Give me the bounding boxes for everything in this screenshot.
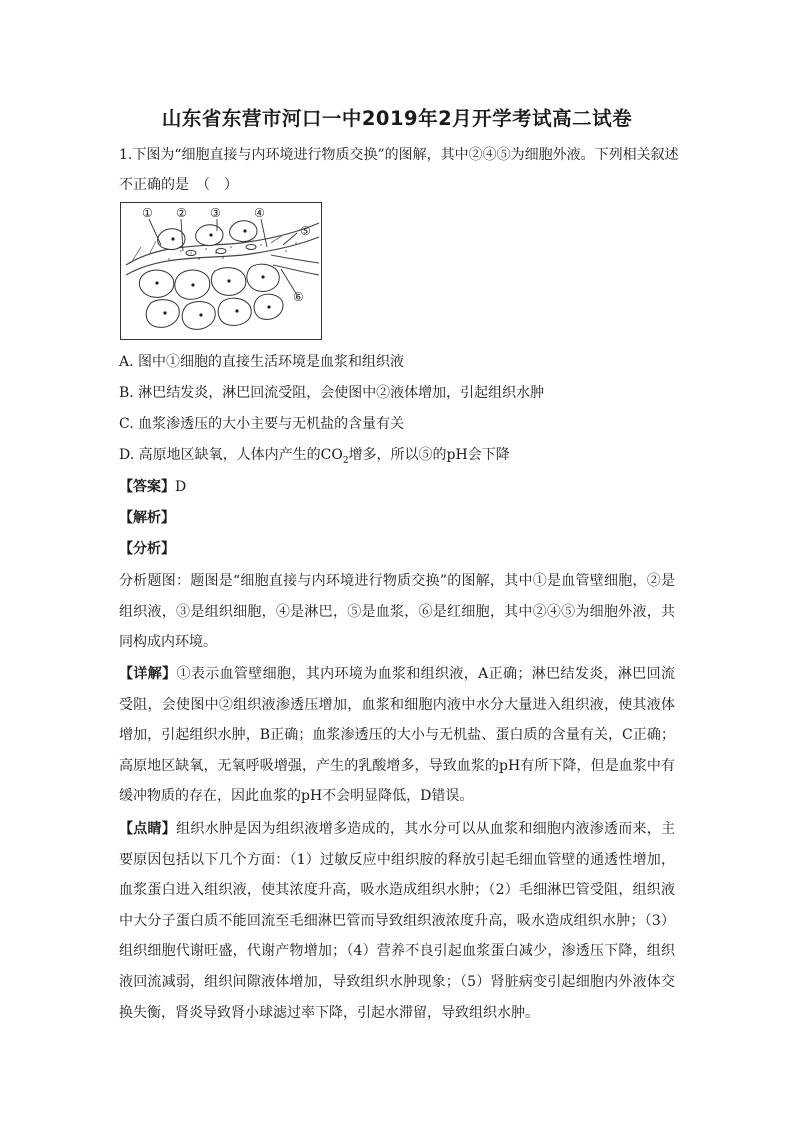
question-stem-continued: 不正确的是 （ ） <box>119 177 238 193</box>
figure-label-4: ④ <box>254 206 265 220</box>
point-label: 【点睛】 <box>119 821 177 837</box>
analysis-text: 分析题图：题图是“细胞直接与内环境进行物质交换”的图解，其中①是血管壁细胞，②是组织液，③是组织细胞，④是淋巴，⑤是血浆，⑥是红细胞，其中②④⑤为细胞外液，共同构成内环境。 <box>119 573 675 651</box>
option-d-text-end: 增多，所以⑤的pH会下降 <box>348 447 510 463</box>
point-text: 组织水肿是因为组织液增多造成的，其水分可以从血浆和细胞内液渗透而来，主要原因包括以下几个方面：（1）过敏反应中组织胺的释放引起毛细血管壁的通透性增加，血浆蛋白进入组织液，使其浓度升高，吸水造成组织水肿；（2）毛细淋巴管受阻，组织液中大分子蛋白质不能回流至毛细淋巴管而导致组织液浓度升高，吸水造成组织水肿；（3）组织细胞代谢旺盛，代谢产物增加；（4）营养不良引起血浆蛋白减少，渗透压下降，组织液回流减弱，组织间隙液体增加，导致组织水肿现象；（5）肾脏病变引起细胞内外液体交换失衡，肾炎导致肾小球滤过率下降，引起水滞留，导致组织水肿。 <box>119 821 676 1021</box>
option-d-subscript: 2 <box>342 455 349 466</box>
figure-label-5: ⑤ <box>300 224 311 238</box>
page-title: 山东省东营市河口一中2019年2月开学考试高二试卷 <box>161 107 633 130</box>
option-d-text: D. 高原地区缺氧，人体内产生的CO <box>119 447 343 463</box>
option-d <box>119 440 510 476</box>
answer-line <box>119 472 186 502</box>
figure-label-2: ② <box>176 206 187 220</box>
analysis-subheader: 【分析】 <box>119 541 175 557</box>
detail-text: ①表示血管壁细胞，其内环境为血浆和组织液，A正确；淋巴结发炎，淋巴回流受阻，会使图中②组织液渗透压增加，血浆和细胞内液中水分大量进入组织液，使其液体增加，引起组织水肿，B正确；血浆渗透压的大小与无机盐、蛋白质的含量有关，C正确；高原地区缺氧，无氧呼吸增强，产生的乳酸增多，导致血浆的pH有所下降，但是血浆中有缓冲物质的存在，因此血浆的pH不会明显降低，D错误。 <box>119 666 676 805</box>
figure-label-1: ① <box>142 206 153 220</box>
answer-value: D <box>175 479 187 495</box>
detail-paragraph <box>119 659 675 812</box>
point-paragraph <box>119 814 675 1028</box>
figure-label-6: ⑥ <box>293 290 304 304</box>
figure-label-3: ③ <box>210 206 221 220</box>
option-c: C. 血浆渗透压的大小主要与无机盐的含量有关 <box>119 416 405 432</box>
analysis-header: 【解析】 <box>119 510 175 526</box>
option-a: A. 图中①细胞的直接生活环境是血浆和组织液 <box>119 354 405 370</box>
answer-label: 【答案】 <box>119 479 175 495</box>
option-b: B. 淋巴结发炎，淋巴回流受阻，会使图中②液体增加，引起组织水肿 <box>119 385 545 401</box>
detail-label: 【详解】 <box>119 666 177 682</box>
question-stem: 1.下图为“细胞直接与内环境进行物质交换”的图解，其中②④⑤为细胞外液。下列相关叙述 <box>119 147 679 163</box>
cell-exchange-figure <box>120 202 322 340</box>
cell-diagram <box>121 203 321 339</box>
